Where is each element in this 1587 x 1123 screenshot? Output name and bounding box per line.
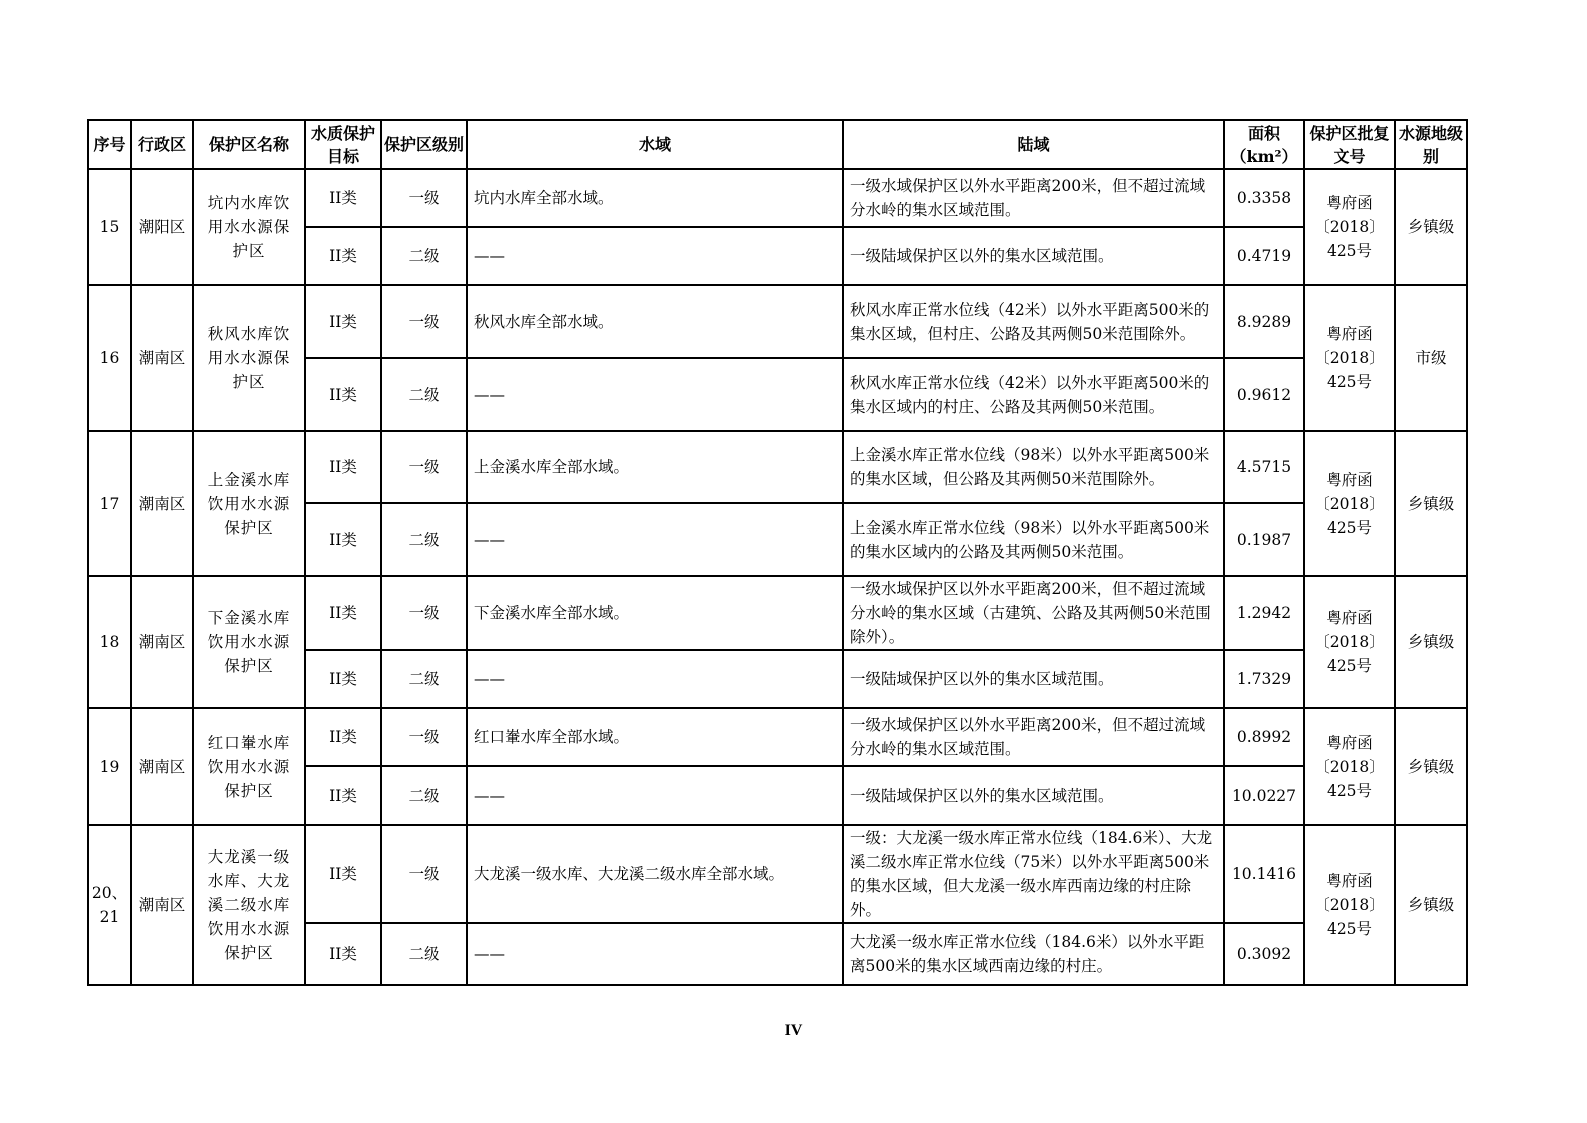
water-target-cell: II类 [305,576,381,650]
level-cell: 二级 [381,503,467,576]
header-district: 行政区 [131,120,193,169]
zone-name-cell: 下金溪水库饮用水水源保护区 [193,576,305,708]
zone-name-cell: 上金溪水库饮用水水源保护区 [193,431,305,576]
water-area-cell: 上金溪水库全部水域。 [467,431,843,503]
seq-cell: 15 [88,169,131,285]
water-area-cell: 红口輋水库全部水域。 [467,708,843,766]
level-cell: 一级 [381,169,467,227]
water-target-cell: II类 [305,923,381,985]
water-area-cell: —— [467,650,843,708]
land-area-cell: 大龙溪一级水库正常水位线（184.6米）以外水平距离500米的集水区域西南边缘的村庄。 [843,923,1224,985]
approval-cell: 粤府函〔2018〕425号 [1304,825,1395,985]
water-area-cell: —— [467,227,843,285]
source-level-cell: 乡镇级 [1395,431,1467,576]
source-level-cell: 乡镇级 [1395,576,1467,708]
district-cell: 潮南区 [131,576,193,708]
protection-zone-table [87,119,1468,986]
area-cell: 1.7329 [1224,650,1304,708]
water-target-cell: II类 [305,227,381,285]
approval-cell: 粤府函〔2018〕425号 [1304,285,1395,431]
seq-cell: 17 [88,431,131,576]
table-row [88,576,1467,650]
source-level-cell: 市级 [1395,285,1467,431]
area-cell: 0.3358 [1224,169,1304,227]
level-cell: 一级 [381,431,467,503]
level-cell: 一级 [381,576,467,650]
land-area-cell: 上金溪水库正常水位线（98米）以外水平距离500米的集水区域，但公路及其两侧50米范围除外。 [843,431,1224,503]
water-target-cell: II类 [305,503,381,576]
water-area-cell: 大龙溪一级水库、大龙溪二级水库全部水域。 [467,825,843,923]
level-cell: 二级 [381,358,467,431]
area-cell: 0.3092 [1224,923,1304,985]
table-row [88,169,1467,227]
level-cell: 一级 [381,825,467,923]
water-target-cell: II类 [305,285,381,358]
water-target-cell: II类 [305,708,381,766]
district-cell: 潮南区 [131,825,193,985]
table-row [88,431,1467,503]
water-target-cell: II类 [305,169,381,227]
approval-cell: 粤府函〔2018〕425号 [1304,169,1395,285]
land-area-cell: 秋风水库正常水位线（42米）以外水平距离500米的集水区域，但村庄、公路及其两侧50米范围除外。 [843,285,1224,358]
seq-cell: 16 [88,285,131,431]
water-area-cell: 秋风水库全部水域。 [467,285,843,358]
area-cell: 4.5715 [1224,431,1304,503]
zone-name-cell: 坑内水库饮用水水源保护区 [193,169,305,285]
approval-cell: 粤府函〔2018〕425号 [1304,708,1395,825]
water-area-cell: —— [467,358,843,431]
area-cell: 0.1987 [1224,503,1304,576]
land-area-cell: 一级陆域保护区以外的集水区域范围。 [843,766,1224,825]
level-cell: 二级 [381,766,467,825]
water-area-cell: —— [467,503,843,576]
land-area-cell: 一级水域保护区以外水平距离200米，但不超过流域分水岭的集水区域范围。 [843,708,1224,766]
level-cell: 一级 [381,708,467,766]
level-cell: 二级 [381,227,467,285]
water-target-cell: II类 [305,431,381,503]
land-area-cell: 一级水域保护区以外水平距离200米，但不超过流域分水岭的集水区域范围。 [843,169,1224,227]
zone-name-cell: 大龙溪一级水库、大龙溪二级水库饮用水水源保护区 [193,825,305,985]
zone-name-cell: 秋风水库饮用水水源保护区 [193,285,305,431]
header-area-km2: 面积（km²） [1224,120,1304,169]
seq-cell: 20、21 [88,825,131,985]
header-land-area: 陆域 [843,120,1224,169]
approval-cell: 粤府函〔2018〕425号 [1304,576,1395,708]
land-area-cell: 秋风水库正常水位线（42米）以外水平距离500米的集水区域内的村庄、公路及其两侧50米范围。 [843,358,1224,431]
page-number: IV [784,1022,803,1039]
water-area-cell: 坑内水库全部水域。 [467,169,843,227]
district-cell: 潮南区 [131,431,193,576]
seq-cell: 18 [88,576,131,708]
zone-name-cell: 红口輋水库饮用水水源保护区 [193,708,305,825]
area-cell: 8.9289 [1224,285,1304,358]
source-level-cell: 乡镇级 [1395,825,1467,985]
water-area-cell: —— [467,766,843,825]
water-area-cell: 下金溪水库全部水域。 [467,576,843,650]
area-cell: 1.2942 [1224,576,1304,650]
area-cell: 0.9612 [1224,358,1304,431]
area-cell: 10.1416 [1224,825,1304,923]
header-water-area: 水域 [467,120,843,169]
area-cell: 10.0227 [1224,766,1304,825]
area-cell: 0.4719 [1224,227,1304,285]
land-area-cell: 一级陆域保护区以外的集水区域范围。 [843,227,1224,285]
seq-cell: 19 [88,708,131,825]
land-area-cell: 一级水域保护区以外水平距离200米，但不超过流域分水岭的集水区域（古建筑、公路及其两侧50米范围除外）。 [843,576,1224,650]
source-level-cell: 乡镇级 [1395,708,1467,825]
header-source-level: 水源地级别 [1395,120,1467,169]
land-area-cell: 上金溪水库正常水位线（98米）以外水平距离500米的集水区域内的公路及其两侧50米范围。 [843,503,1224,576]
source-level-cell: 乡镇级 [1395,169,1467,285]
water-target-cell: II类 [305,766,381,825]
approval-cell: 粤府函〔2018〕425号 [1304,431,1395,576]
table-row [88,285,1467,358]
district-cell: 潮南区 [131,708,193,825]
header-row [88,120,1467,169]
header-approval: 保护区批复文号 [1304,120,1395,169]
level-cell: 一级 [381,285,467,358]
header-level: 保护区级别 [381,120,467,169]
water-target-cell: II类 [305,358,381,431]
level-cell: 二级 [381,650,467,708]
land-area-cell: 一级：大龙溪一级水库正常水位线（184.6米）、大龙溪二级水库正常水位线（75米）以外水平距离500米的集水区域，但大龙溪一级水库西南边缘的村庄除外。 [843,825,1224,923]
district-cell: 潮阳区 [131,169,193,285]
land-area-cell: 一级陆域保护区以外的集水区域范围。 [843,650,1224,708]
header-water-target: 水质保护目标 [305,120,381,169]
water-target-cell: II类 [305,825,381,923]
table-row [88,825,1467,923]
water-area-cell: —— [467,923,843,985]
header-seq: 序号 [88,120,131,169]
level-cell: 二级 [381,923,467,985]
header-name: 保护区名称 [193,120,305,169]
district-cell: 潮南区 [131,285,193,431]
table-row [88,708,1467,766]
area-cell: 0.8992 [1224,708,1304,766]
water-target-cell: II类 [305,650,381,708]
